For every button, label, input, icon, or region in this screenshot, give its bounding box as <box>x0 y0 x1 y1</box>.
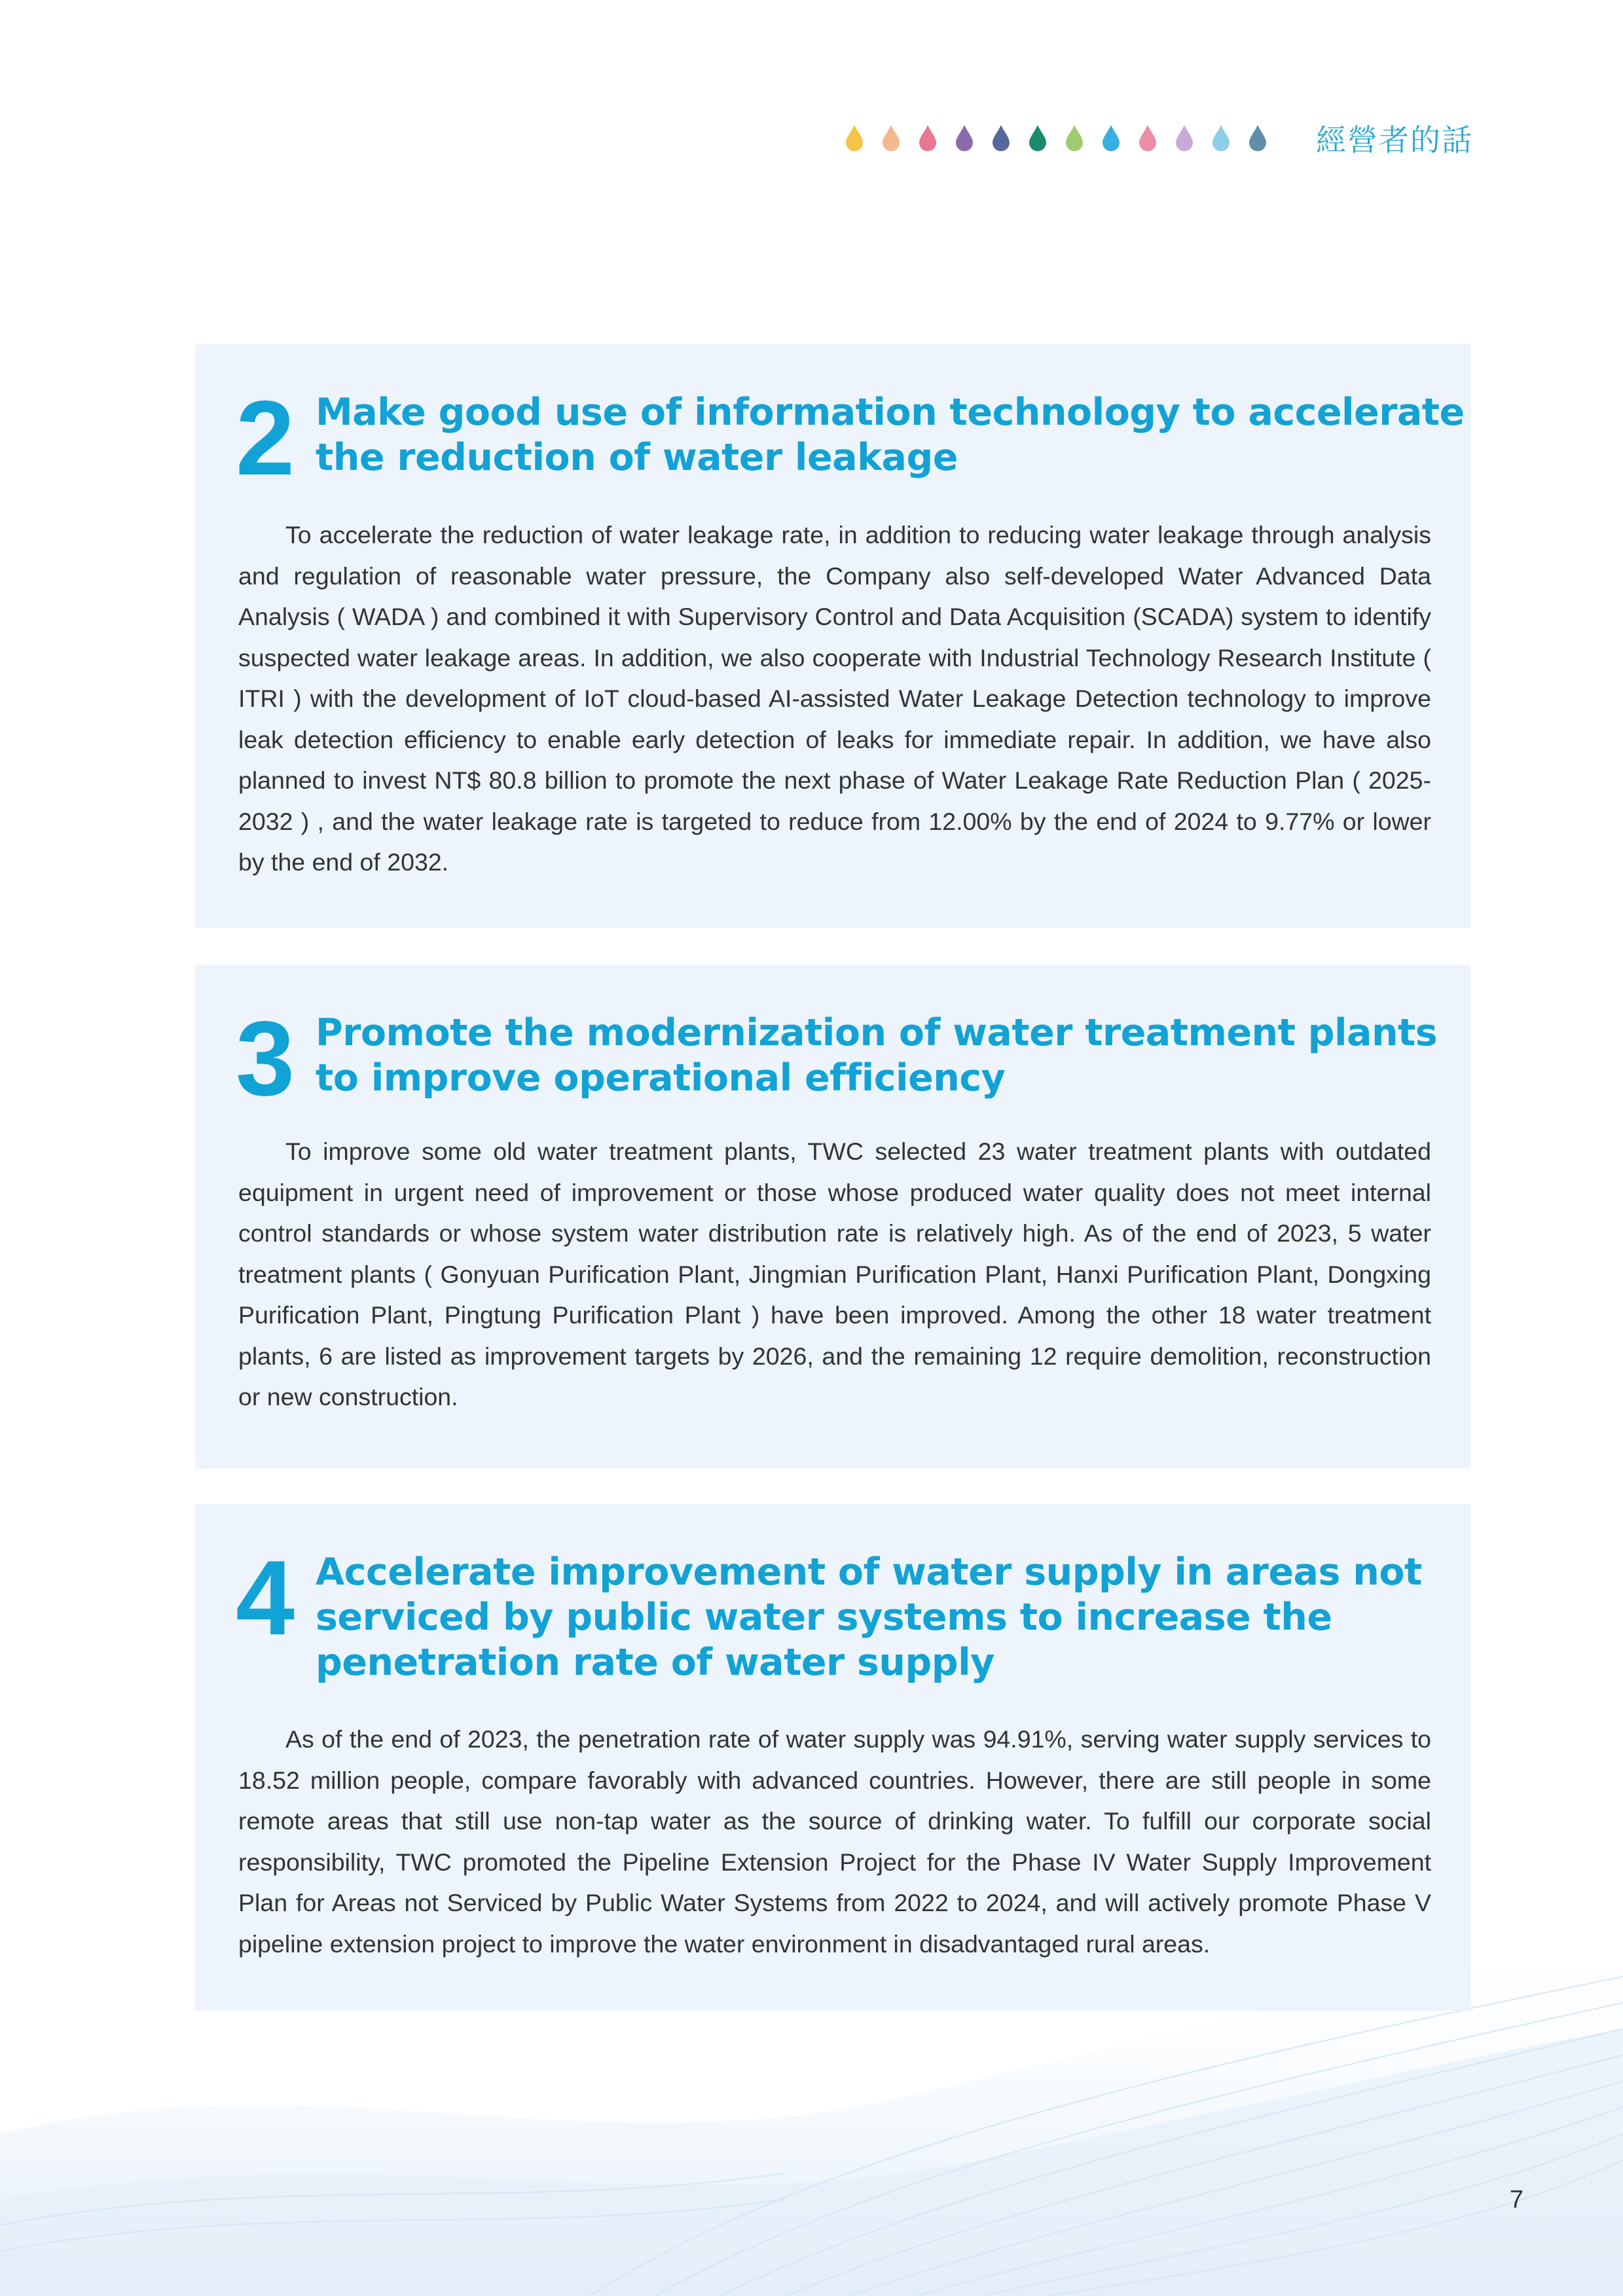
section-title: Accelerate improvement of water supply in areas not serviced by public water systems to increase the penetration rate of water supply <box>316 1551 1422 1684</box>
water-drop-icon <box>991 124 1011 152</box>
section-body: As of the end of 2023, the penetration rate of water supply was 94.91%, serving water supply services to 18.52 million people, compare favorably with advanced countries. However, there are still people in some remote areas that still use non-tap water as the source of drinking water. To fulfill our corporate social responsibility, TWC promoted the Pipeline Extension Project for the Phase IV Water Supply Improvement Plan for Areas not Serviced by Public Water Systems from 2022 to 2024, and will actively promote Phase V pipeline extension project to improve the water environment in disadvantaged rural areas. <box>238 1725 1431 1958</box>
section-heading <box>236 1539 1468 1685</box>
section-heading <box>236 999 1468 1118</box>
water-drop-icon <box>1248 124 1267 152</box>
section-4 <box>195 1504 1470 2011</box>
section-body: To accelerate the reduction of water leakage rate, in addition to reducing water leakage through analysis and regulation of reasonable water pressure, the Company also self-developed Water Advanced Data Analysis ( WADA ) and combined it with Supervisory Control and Data Acquisition (SCADA) system to identify suspected water leakage areas. In addition, we also cooperate with Industrial Technology Research Institute ( ITRI ) with the development of IoT cloud-based AI-assisted Water Leakage Detection technology to improve leak detection efficiency to enable early detection of leaks for immediate repair. In addition, we have also planned to invest NT$ 80.8 billion to promote the next phase of Water Leakage Rate Reduction Plan ( 2025-2032 ) , and the water leakage rate is targeted to reduce from 12.00% by the end of 2024 to 9.77% or lower by the end of 2032. <box>238 521 1431 876</box>
header-title: 經營者的話 <box>1316 122 1473 158</box>
water-drop-icon <box>918 124 938 152</box>
color-drops <box>845 124 1267 152</box>
section-title: Make good use of information technology to accelerate the reduction of water leakage <box>316 391 1465 479</box>
water-drop-icon <box>1065 124 1084 152</box>
section-number: 2 <box>236 379 295 497</box>
section-number: 4 <box>236 1539 295 1657</box>
page-header <box>845 115 1473 161</box>
section-heading <box>236 379 1468 497</box>
water-drop-icon <box>1028 124 1048 152</box>
water-drop-icon <box>1211 124 1231 152</box>
page-number: 7 <box>1509 2186 1523 2214</box>
water-drop-icon <box>1138 124 1158 152</box>
section-2 <box>195 344 1470 928</box>
water-drop-icon <box>881 124 901 152</box>
water-drop-icon <box>955 124 974 152</box>
water-drop-icon <box>1101 124 1121 152</box>
section-body: To improve some old water treatment plants, TWC selected 23 water treatment plants with outdated equipment in urgent need of improvement or those whose produced water quality does not meet internal control standards or whose system water distribution rate is relatively high. As of the end of 2023, 5 water treatment plants ( Gonyuan Purification Plant, Jingmian Purification Plant, Hanxi Purification Plant, Dongxing Purification Plant, Pingtung Purification Plant ) have been improved. Among the other 18 water treatment plants, 6 are listed as improvement targets by 2026, and the remaining 12 require demolition, reconstruction or new construction. <box>238 1138 1431 1410</box>
section-title: Promote the modernization of water treatment plants to improve operational efficiency <box>316 1011 1438 1100</box>
water-drop-icon <box>1175 124 1194 152</box>
water-drop-icon <box>845 124 864 152</box>
section-number: 3 <box>236 999 295 1118</box>
section-3 <box>195 965 1470 1469</box>
